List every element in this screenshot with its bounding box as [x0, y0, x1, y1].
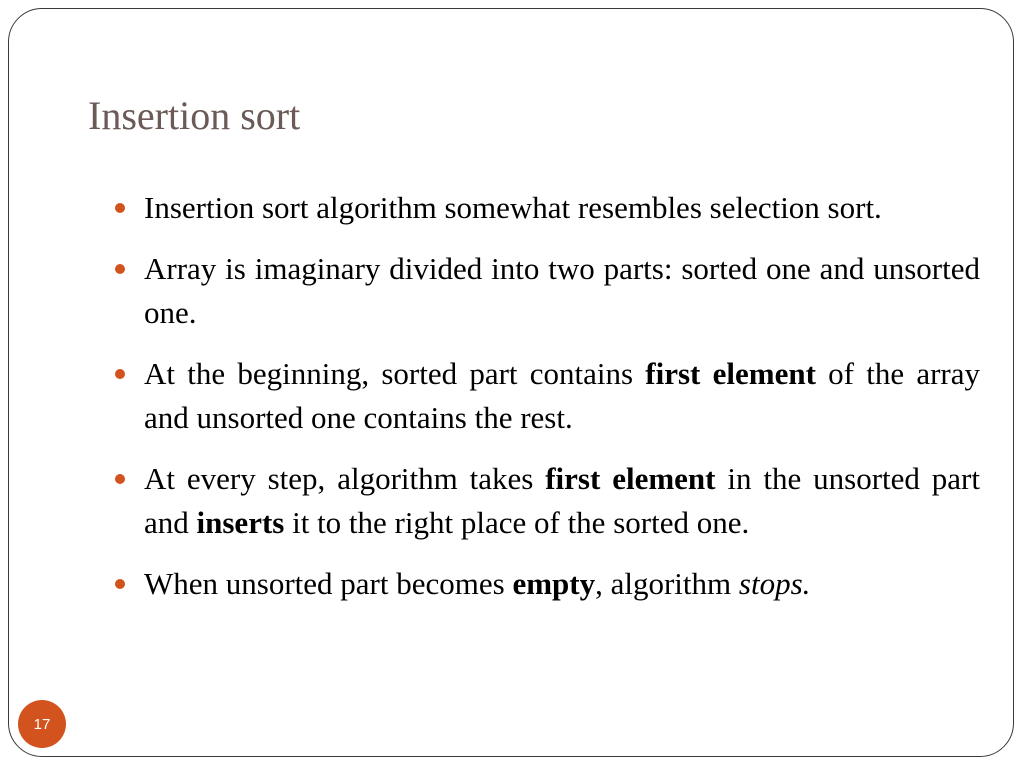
bullet-item [112, 457, 980, 545]
bullet-dot-icon [115, 474, 125, 484]
bullet-text: of the array and unsorted one contains the rest. [144, 356, 980, 435]
bullet-text-italic: stops. [738, 566, 811, 601]
bullet-item [112, 352, 980, 440]
slide-title: Insertion sort [88, 93, 301, 138]
bullet-text: , algorithm [595, 566, 739, 601]
bullet-dot-icon [115, 579, 125, 589]
bullet-dot-icon [115, 203, 125, 213]
bullet-text-bold: empty [512, 566, 596, 601]
bullet-text: At the beginning, sorted part contains [144, 356, 646, 391]
bullet-item [112, 186, 980, 230]
page-number-badge: 17 [18, 700, 66, 748]
bullet-text: it to the right place of the sorted one. [284, 505, 750, 540]
bullet-list [112, 186, 980, 623]
bullet-text-bold: inserts [196, 505, 285, 540]
bullet-text-bold: first element [645, 356, 816, 391]
bullet-dot-icon [115, 264, 125, 274]
bullet-text: Array is imaginary divided into two parts: sorted one and unsorted one. [144, 251, 980, 330]
bullet-text: Insertion sort algorithm somewhat resembles selection sort. [144, 190, 882, 225]
bullet-item [112, 247, 980, 335]
bullet-text-bold: first element [545, 461, 716, 496]
bullet-text: At every step, algorithm takes [144, 461, 546, 496]
bullet-dot-icon [115, 369, 125, 379]
bullet-text: in the unsorted part and [144, 461, 980, 540]
bullet-text: When unsorted part becomes [144, 566, 513, 601]
bullet-item [112, 562, 980, 606]
